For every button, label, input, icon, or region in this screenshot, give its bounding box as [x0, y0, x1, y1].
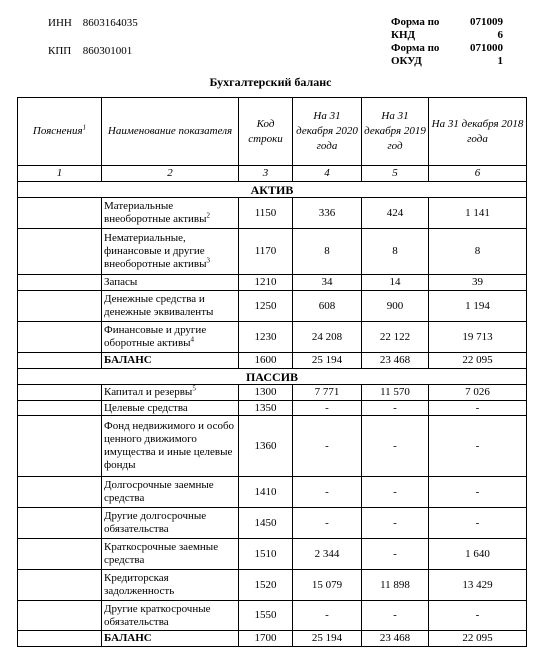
value-2020: 2 344: [293, 539, 362, 570]
column-number: 3: [239, 166, 293, 182]
value-2020: 7 771: [293, 385, 362, 401]
value-2019: -: [362, 508, 429, 539]
inn-value: 8603164035: [82, 17, 138, 29]
column-header-2019: На 31 декабря 2019 год: [362, 98, 429, 166]
form-code-value: 1: [497, 55, 503, 67]
note-cell: [18, 275, 102, 291]
value-2020: 8: [293, 229, 362, 275]
note-cell: [18, 229, 102, 275]
value-2018: 1 194: [429, 291, 527, 322]
value-2019: 11 570: [362, 385, 429, 401]
value-2019: -: [362, 401, 429, 416]
line-code: 1230: [239, 322, 293, 353]
taxpayer-ids: [48, 16, 138, 58]
table-row: [18, 385, 527, 401]
note-cell: [18, 322, 102, 353]
value-2018: -: [429, 477, 527, 508]
kpp-label: КПП: [48, 45, 72, 57]
form-code-value: 071000: [470, 42, 503, 54]
section-header-row: [18, 369, 527, 385]
balance-table: [17, 97, 527, 647]
column-header-code: Код строки: [239, 98, 293, 166]
value-2018: -: [429, 416, 527, 477]
indicator-name: Другие краткосрочные обязательства: [104, 602, 211, 628]
table-row: [18, 198, 527, 229]
line-code: 1700: [239, 631, 293, 647]
table-row: [18, 508, 527, 539]
value-2018: 1 141: [429, 198, 527, 229]
value-2018: -: [429, 401, 527, 416]
footnote-marker: 2: [206, 211, 210, 220]
indicator-name-cell: [102, 601, 239, 631]
value-2019: 14: [362, 275, 429, 291]
line-code: 1250: [239, 291, 293, 322]
line-code: 1600: [239, 353, 293, 369]
section-title: ПАССИВ: [18, 369, 527, 385]
table-row: [18, 601, 527, 631]
value-2019: -: [362, 539, 429, 570]
note-cell: [18, 508, 102, 539]
indicator-name-cell: [102, 508, 239, 539]
indicator-name: Долгосрочные заемные средства: [104, 479, 214, 504]
note-cell: [18, 291, 102, 322]
line-code: 1360: [239, 416, 293, 477]
value-2019: -: [362, 477, 429, 508]
line-code: 1450: [239, 508, 293, 539]
indicator-name-cell: [102, 570, 239, 601]
table-row: [18, 570, 527, 601]
form-code-row: [391, 55, 503, 68]
value-2019: 22 122: [362, 322, 429, 353]
table-row: [18, 322, 527, 353]
form-code-row: [391, 29, 503, 42]
table-header-row: [18, 98, 527, 166]
indicator-name-cell: [102, 631, 239, 647]
value-2019: 23 468: [362, 631, 429, 647]
value-2020: 34: [293, 275, 362, 291]
kpp-row: [48, 44, 138, 58]
table-row: [18, 539, 527, 570]
balance-table-body: [18, 182, 527, 647]
indicator-name: Фонд недвижимого и особо ценного движимого имущества и иные целевые фонды: [104, 420, 235, 471]
footnote-marker: 3: [206, 256, 210, 265]
column-header-note-label: Пояснения: [32, 125, 83, 137]
value-2020: 24 208: [293, 322, 362, 353]
value-2018: -: [429, 601, 527, 631]
value-2020: 608: [293, 291, 362, 322]
value-2020: -: [293, 601, 362, 631]
note-cell: [18, 416, 102, 477]
value-2018: 1 640: [429, 539, 527, 570]
table-row: [18, 416, 527, 477]
indicator-name-cell: [102, 416, 239, 477]
indicator-name: БАЛАНС: [104, 632, 152, 644]
form-code-label: КНД: [391, 29, 416, 41]
value-2020: -: [293, 477, 362, 508]
footnote-marker: 4: [190, 335, 195, 344]
value-2018: 7 026: [429, 385, 527, 401]
indicator-name-cell: [102, 322, 239, 353]
indicator-name-cell: [102, 385, 239, 401]
value-2018: -: [429, 508, 527, 539]
column-number: 5: [362, 166, 429, 182]
value-2018: 22 095: [429, 631, 527, 647]
column-header-2020: На 31 декабря 2020 года: [293, 98, 362, 166]
value-2019: 900: [362, 291, 429, 322]
line-code: 1300: [239, 385, 293, 401]
indicator-name: Денежные средства и денежные эквиваленты: [104, 293, 214, 318]
column-header-2018: На 31 декабря 2018 года: [429, 98, 527, 166]
document-title: Бухгалтерский баланс: [209, 75, 332, 89]
line-code: 1510: [239, 539, 293, 570]
table-row: [18, 275, 527, 291]
line-code: 1550: [239, 601, 293, 631]
indicator-name-cell: [102, 401, 239, 416]
form-code-value: 071009: [470, 16, 503, 28]
value-2020: -: [293, 401, 362, 416]
form-code-label: Форма по: [391, 16, 440, 28]
note-cell: [18, 385, 102, 401]
value-2019: 424: [362, 198, 429, 229]
section-title: АКТИВ: [18, 182, 527, 198]
footnote-marker: 1: [82, 123, 87, 132]
note-cell: [18, 631, 102, 647]
note-cell: [18, 539, 102, 570]
column-number: 2: [102, 166, 239, 182]
value-2019: -: [362, 416, 429, 477]
indicator-name-cell: [102, 291, 239, 322]
column-number: 6: [429, 166, 527, 182]
indicator-name: Запасы: [104, 276, 138, 288]
indicator-name: Материальные внеоборотные активы: [104, 200, 207, 225]
note-cell: [18, 401, 102, 416]
kpp-value: 860301001: [82, 45, 133, 57]
line-code: 1350: [239, 401, 293, 416]
value-2019: 11 898: [362, 570, 429, 601]
column-number: 4: [293, 166, 362, 182]
section-header-row: [18, 182, 527, 198]
column-header-name: Наименование показателя: [102, 98, 239, 166]
note-cell: [18, 601, 102, 631]
line-code: 1210: [239, 275, 293, 291]
line-code: 1150: [239, 198, 293, 229]
column-number: 1: [18, 166, 102, 182]
value-2020: 336: [293, 198, 362, 229]
value-2020: 25 194: [293, 353, 362, 369]
note-cell: [18, 570, 102, 601]
value-2018: 19 713: [429, 322, 527, 353]
indicator-name-cell: [102, 353, 239, 369]
value-2018: 8: [429, 229, 527, 275]
column-header-note: [18, 98, 102, 166]
total-row: [18, 353, 527, 369]
form-code-row: [391, 42, 503, 55]
indicator-name-cell: [102, 198, 239, 229]
table-row: [18, 477, 527, 508]
inn-row: [48, 16, 138, 30]
value-2018: 39: [429, 275, 527, 291]
value-2019: 23 468: [362, 353, 429, 369]
table-row: [18, 401, 527, 416]
indicator-name: БАЛАНС: [104, 354, 152, 366]
indicator-name: Капитал и резервы: [104, 386, 193, 398]
indicator-name-cell: [102, 539, 239, 570]
form-code-row: [391, 16, 503, 29]
indicator-name: Краткосрочные заемные средства: [104, 541, 219, 566]
indicator-name-cell: [102, 229, 239, 275]
value-2018: 22 095: [429, 353, 527, 369]
value-2019: 8: [362, 229, 429, 275]
note-cell: [18, 198, 102, 229]
line-code: 1520: [239, 570, 293, 601]
table-row: [18, 229, 527, 275]
value-2020: -: [293, 508, 362, 539]
value-2018: 13 429: [429, 570, 527, 601]
document-header: [0, 0, 541, 70]
form-codes: [391, 16, 503, 68]
value-2020: 15 079: [293, 570, 362, 601]
indicator-name: Нематериальные, финансовые и другие внеоборотные активы: [104, 232, 207, 270]
total-row: [18, 631, 527, 647]
form-code-label: ОКУД: [391, 55, 422, 67]
note-cell: [18, 353, 102, 369]
form-code-label: Форма по: [391, 42, 440, 54]
inn-label: ИНН: [48, 17, 72, 29]
indicator-name: Кредиторская задолженность: [104, 572, 175, 597]
column-number-row: [18, 166, 527, 182]
value-2020: -: [293, 416, 362, 477]
indicator-name-cell: [102, 477, 239, 508]
value-2019: -: [362, 601, 429, 631]
note-cell: [18, 477, 102, 508]
indicator-name: Целевые средства: [104, 401, 188, 414]
footnote-marker: 5: [192, 384, 196, 393]
line-code: 1410: [239, 477, 293, 508]
table-row: [18, 291, 527, 322]
indicator-name: Другие долгосрочные обязательства: [104, 510, 207, 535]
indicator-name-cell: [102, 275, 239, 291]
indicator-name: Финансовые и другие оборотные активы: [104, 324, 207, 349]
line-code: 1170: [239, 229, 293, 275]
value-2020: 25 194: [293, 631, 362, 647]
form-code-value: 6: [497, 29, 503, 41]
